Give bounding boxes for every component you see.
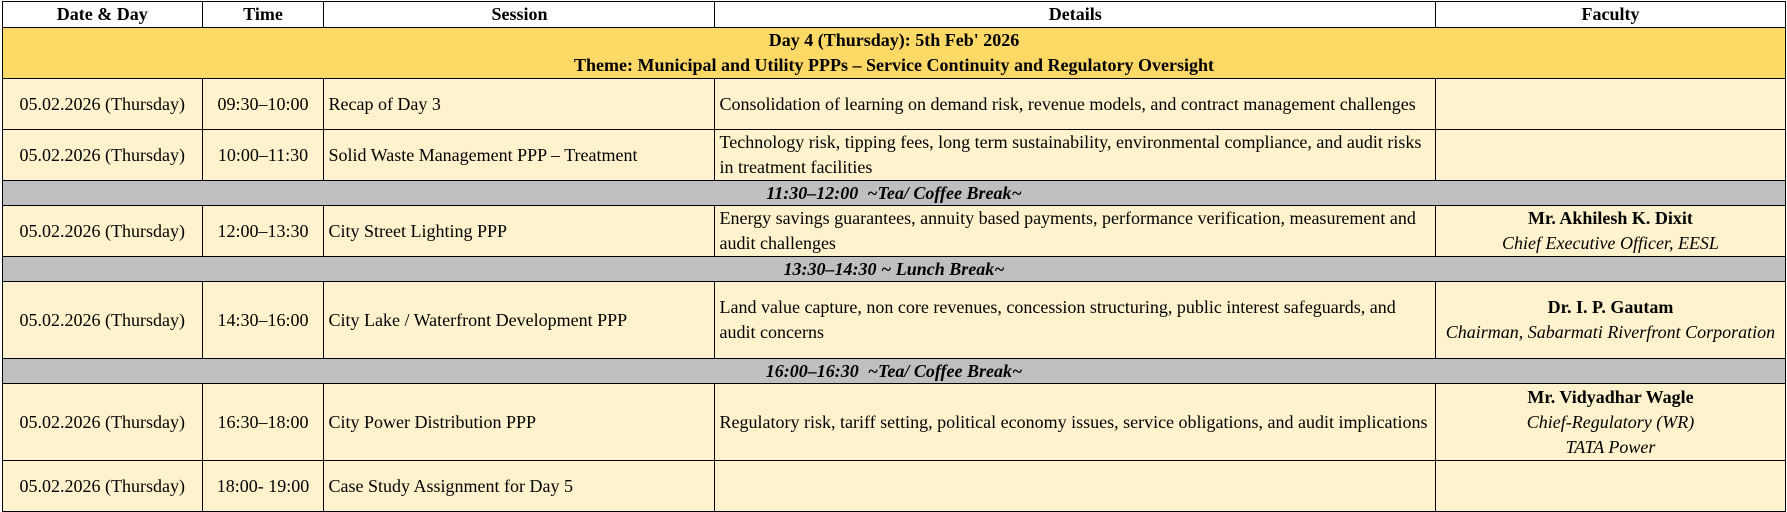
break-label: 16:00–16:30 ~Tea/ Coffee Break~ xyxy=(3,359,1786,384)
time-cell: 18:00- 19:00 xyxy=(202,461,324,512)
time-cell: 16:30–18:00 xyxy=(202,384,324,461)
day-title: Day 4 (Thursday): 5th Feb' 2026 xyxy=(768,30,1020,50)
session-cell: Solid Waste Management PPP – Treatment xyxy=(324,130,715,181)
day-theme: Theme: Municipal and Utility PPPs – Service Continuity and Regulatory Oversight xyxy=(574,55,1214,75)
session-cell: Case Study Assignment for Day 5 xyxy=(324,461,715,512)
break-row xyxy=(3,181,1786,206)
details-cell: Energy savings guarantees, annuity based payments, performance verification, measurement and audit challenges xyxy=(715,206,1435,257)
time-cell: 14:30–16:00 xyxy=(202,282,324,359)
faculty-org: TATA Power xyxy=(1565,436,1656,457)
day-banner xyxy=(3,28,1786,79)
header-faculty: Faculty xyxy=(1435,2,1785,28)
details-cell xyxy=(715,461,1435,512)
faculty-role: Chairman, Sabarmati Riverfront Corporation xyxy=(1445,322,1776,342)
header-time: Time xyxy=(202,2,324,28)
date-cell: 05.02.2026 (Thursday) xyxy=(3,130,203,181)
date-cell: 05.02.2026 (Thursday) xyxy=(3,282,203,359)
session-cell: City Lake / Waterfront Development PPP xyxy=(324,282,715,359)
time-cell: 09:30–10:00 xyxy=(202,79,324,130)
date-cell: 05.02.2026 (Thursday) xyxy=(3,461,203,512)
date-cell: 05.02.2026 (Thursday) xyxy=(3,79,203,130)
table-row xyxy=(3,79,1786,130)
details-cell: Consolidation of learning on demand risk, revenue models, and contract management challenges xyxy=(715,79,1435,130)
date-cell: 05.02.2026 (Thursday) xyxy=(3,206,203,257)
break-row xyxy=(3,257,1786,282)
session-cell: Recap of Day 3 xyxy=(324,79,715,130)
time-cell: 10:00–11:30 xyxy=(202,130,324,181)
session-cell: City Street Lighting PPP xyxy=(324,206,715,257)
day-banner-row xyxy=(3,28,1786,79)
session-cell: City Power Distribution PPP xyxy=(324,384,715,461)
faculty-cell xyxy=(1435,461,1785,512)
table-row xyxy=(3,461,1786,512)
table-row xyxy=(3,130,1786,181)
break-row xyxy=(3,359,1786,384)
faculty-name: Mr. Vidyadhar Wagle xyxy=(1527,386,1694,407)
details-cell: Land value capture, non core revenues, concession structuring, public interest safeguards, and audit concerns xyxy=(715,282,1435,359)
faculty-cell xyxy=(1435,79,1785,130)
header-details: Details xyxy=(715,2,1435,28)
break-label: 11:30–12:00 ~Tea/ Coffee Break~ xyxy=(3,181,1786,206)
faculty-name: Dr. I. P. Gautam xyxy=(1547,297,1674,317)
date-cell: 05.02.2026 (Thursday) xyxy=(3,384,203,461)
header-session: Session xyxy=(324,2,715,28)
header-row xyxy=(3,2,1786,28)
faculty-cell xyxy=(1435,282,1785,359)
faculty-name: Mr. Akhilesh K. Dixit xyxy=(1528,208,1693,228)
details-cell: Regulatory risk, tariff setting, political economy issues, service obligations, and audit implications xyxy=(715,384,1435,461)
details-cell: Technology risk, tipping fees, long term sustainability, environmental compliance, and audit risks in treatment facilities xyxy=(715,130,1435,181)
schedule-table xyxy=(2,1,1786,512)
break-label: 13:30–14:30 ~ Lunch Break~ xyxy=(3,257,1786,282)
header-date: Date & Day xyxy=(3,2,203,28)
table-row xyxy=(3,206,1786,257)
faculty-cell xyxy=(1435,130,1785,181)
table-row xyxy=(3,282,1786,359)
time-cell: 12:00–13:30 xyxy=(202,206,324,257)
table-row xyxy=(3,384,1786,461)
faculty-cell xyxy=(1435,206,1785,257)
faculty-role: Chief Executive Officer, EESL xyxy=(1502,233,1719,253)
faculty-role: Chief-Regulatory (WR) xyxy=(1526,411,1695,432)
faculty-cell xyxy=(1435,384,1785,461)
